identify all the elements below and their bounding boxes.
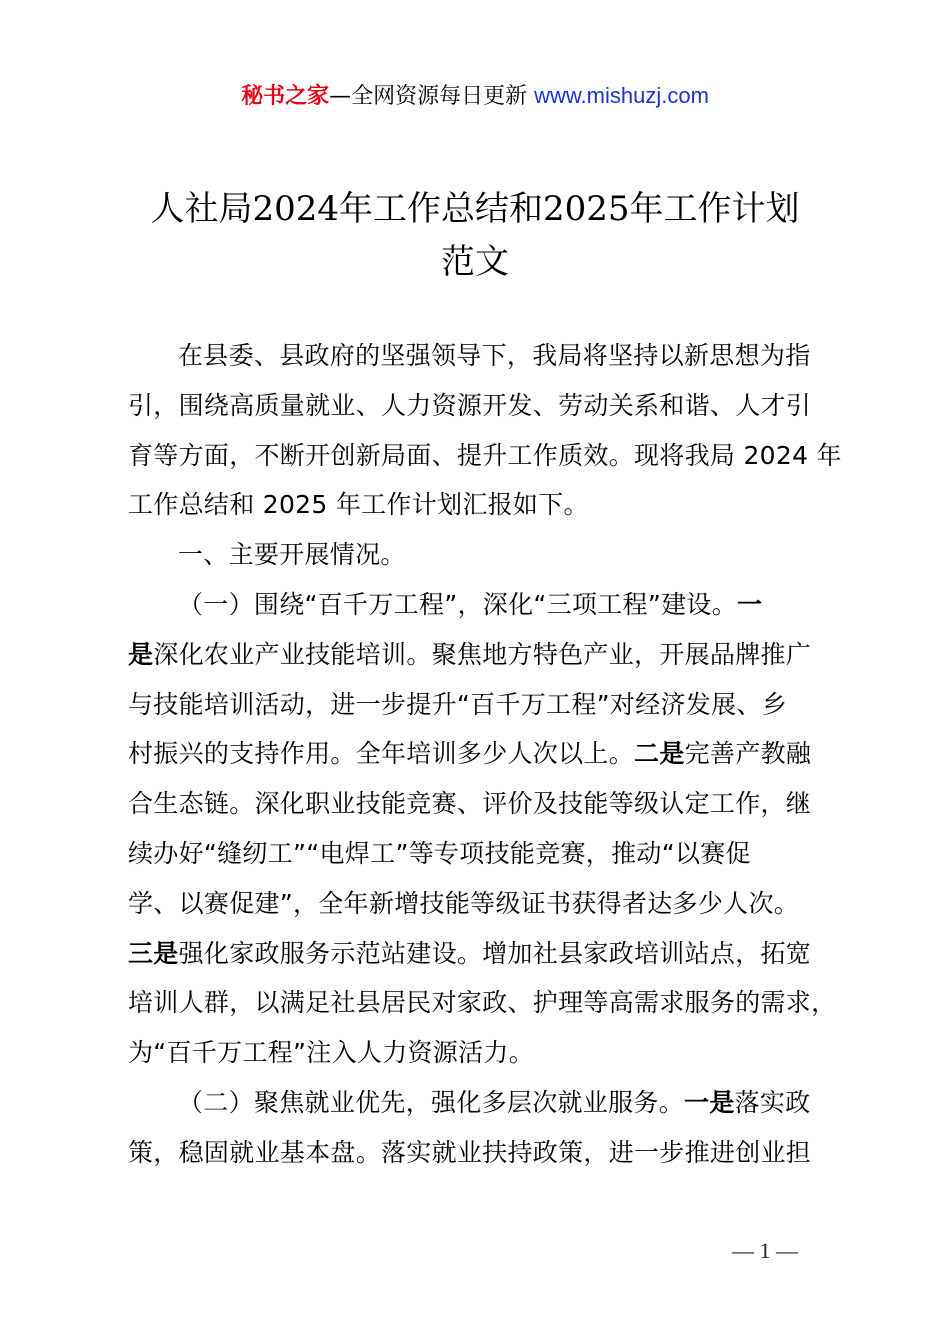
header-slogan: —全网资源每日更新 — [329, 84, 535, 109]
body-line: 工作总结和 2025 年工作计划汇报如下。 — [128, 490, 589, 520]
body-line: 在县委、县政府的坚强领导下，我局将坚持以新思想为指 — [178, 341, 811, 370]
body-line — [128, 580, 828, 630]
body-line — [128, 630, 828, 680]
bold-marker: 一 — [737, 589, 763, 619]
bold-marker: 一是 — [684, 1087, 735, 1117]
body-text: 村振兴的支持作用。全年培训多少人次以上。 — [128, 739, 635, 769]
body-line: 学、以赛促建”，全年新增技能等级证书获得者达多少人次。 — [128, 888, 800, 918]
body-text: 完善产教融 — [684, 739, 812, 769]
body-text: 落实政 — [734, 1087, 811, 1117]
body-line: 培训人群，以满足社县居民对家政、护理等高需求服务的需求， — [128, 988, 837, 1018]
bold-marker: 二是 — [634, 739, 685, 769]
title-line-2: 范文 — [441, 242, 509, 282]
section-heading: 一、主要开展情况。 — [178, 540, 406, 570]
site-header — [0, 80, 950, 113]
subsection-heading: （二）聚焦就业优先，强化多层次就业服务。 — [178, 1087, 685, 1117]
body-line: 合生态链。深化职业技能竞赛、评价及技能等级认定工作，继 — [128, 789, 812, 819]
bold-marker: 是 — [128, 639, 154, 669]
body-line — [128, 929, 828, 979]
brand-name: 秘书之家 — [241, 84, 330, 109]
document-title — [100, 183, 850, 289]
body-line: 与技能培训活动，进一步提升“百千万工程”对经济发展、乡 — [128, 689, 788, 719]
body-line: 引，围绕高质量就业、人力资源开发、劳动关系和谐、人才引 — [128, 390, 812, 420]
body-line: 为“百千万工程”注入人力资源活力。 — [128, 1038, 535, 1068]
body-text: 强化家政服务示范站建设。增加社县家政培训站点，拓宽 — [178, 938, 812, 968]
body-line — [128, 729, 828, 779]
bold-marker: 三是 — [128, 938, 179, 968]
body-line: 策，稳固就业基本盘。落实就业扶持政策，进一步推进创业担 — [128, 1137, 812, 1167]
subsection-heading: （一）围绕“百千万工程”，深化“三项工程”建设。 — [178, 589, 738, 619]
body-line: 续办好“缝纫工”“电焊工”等专项技能竞赛，推动“以赛促 — [128, 838, 751, 868]
body-line: 育等方面，不断开创新局面、提升工作质效。现将我局 2024 年 — [128, 440, 842, 470]
page-number: — 1 — — [732, 1238, 798, 1263]
document-body — [128, 331, 842, 1178]
body-text: 深化农业产业技能培训。聚焦地方特色产业，开展品牌推广 — [153, 639, 812, 669]
site-url[interactable]: www.mishuzj.com — [534, 83, 709, 108]
title-line-1: 人社局2024年工作总结和2025年工作计划 — [150, 189, 800, 229]
body-line — [128, 1078, 828, 1128]
